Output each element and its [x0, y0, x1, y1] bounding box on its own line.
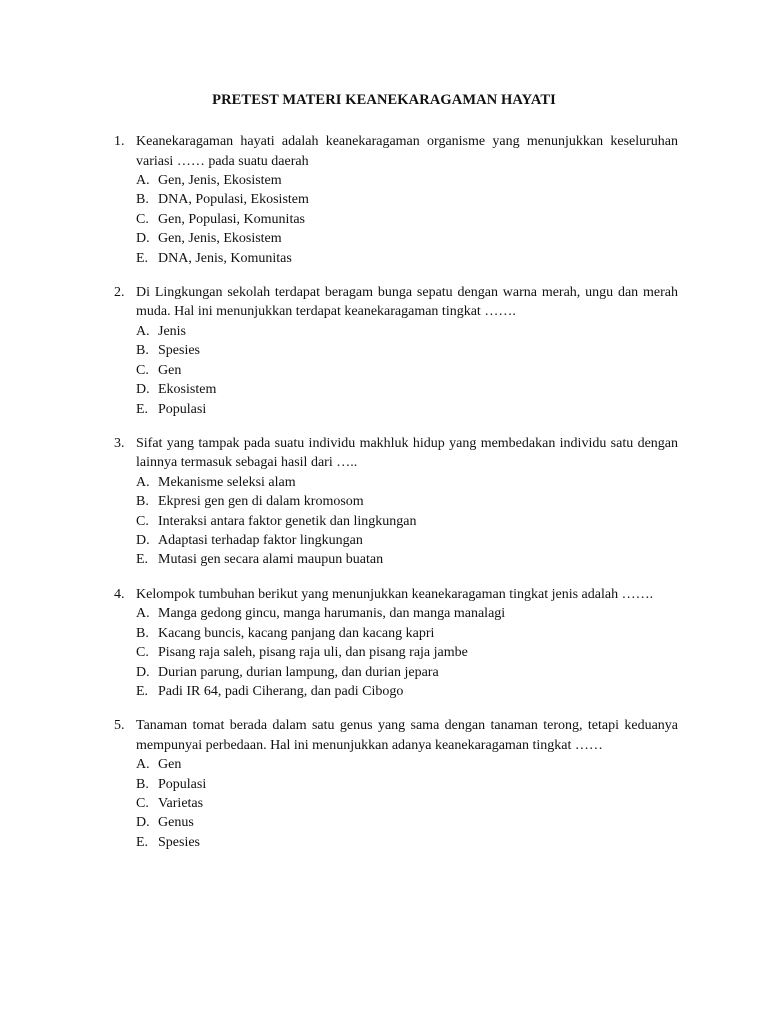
option-text: Ekosistem	[158, 382, 217, 398]
option-c	[136, 512, 678, 531]
question-number: 4.	[114, 586, 125, 602]
option-text: Gen	[158, 757, 182, 773]
option-e	[136, 249, 678, 268]
option-list	[136, 322, 678, 419]
question-3	[114, 434, 678, 570]
option-letter: D.	[136, 664, 150, 680]
option-list	[136, 171, 678, 268]
option-letter: D.	[136, 382, 150, 398]
question-1	[114, 132, 678, 268]
question-2	[114, 283, 678, 419]
question-number: 2.	[114, 284, 125, 300]
question-number: 5.	[114, 718, 125, 734]
option-b	[136, 624, 678, 643]
option-c	[136, 210, 678, 229]
option-letter: E.	[136, 552, 149, 568]
option-c	[136, 643, 678, 662]
option-letter: A.	[136, 606, 150, 622]
question-text: Kelompok tumbuhan berikut yang menunjukkan keanekaragaman tingkat jenis adalah …….	[136, 586, 654, 602]
option-list	[136, 604, 678, 701]
option-text: Durian parung, durian lampung, dan durian jepara	[158, 664, 439, 680]
option-text: DNA, Populasi, Ekosistem	[158, 192, 309, 208]
option-text: Spesies	[158, 343, 200, 359]
option-b	[136, 341, 678, 360]
option-text: Genus	[158, 815, 194, 831]
question-text: Sifat yang tampak pada suatu individu makhluk hidup yang membedakan individu satu dengan lainnya termasuk sebagai hasil dari …..	[136, 435, 678, 471]
option-e	[136, 682, 678, 701]
option-letter: A.	[136, 323, 150, 339]
option-text: Pisang raja saleh, pisang raja uli, dan pisang raja jambe	[158, 645, 468, 661]
option-text: Kacang buncis, kacang panjang dan kacang kapri	[158, 625, 435, 641]
option-letter: E.	[136, 401, 149, 417]
option-letter: D.	[136, 533, 150, 549]
option-list	[136, 755, 678, 852]
option-text: Ekpresi gen gen di dalam kromosom	[158, 494, 364, 510]
option-text: Gen	[158, 362, 182, 378]
option-a	[136, 473, 678, 492]
question-text: Keanekaragaman hayati adalah keanekaragaman organisme yang menunjukkan keseluruhan variasi …… pada suatu daerah	[136, 134, 678, 169]
option-text: Jenis	[158, 323, 186, 339]
option-text: Populasi	[158, 401, 207, 417]
option-b	[136, 775, 678, 794]
option-letter: B.	[136, 776, 149, 792]
option-d	[136, 531, 678, 550]
option-text: Manga gedong gincu, manga harumanis, dan manga manalagi	[158, 606, 506, 622]
option-text: Varietas	[158, 796, 204, 812]
option-c	[136, 361, 678, 380]
option-text: Mutasi gen secara alami maupun buatan	[158, 552, 384, 568]
question-4	[114, 585, 678, 701]
option-e	[136, 400, 678, 419]
option-letter: A.	[136, 757, 150, 773]
option-b	[136, 190, 678, 209]
option-letter: A.	[136, 474, 150, 490]
option-text: Adaptasi terhadap faktor lingkungan	[158, 533, 363, 549]
option-letter: C.	[136, 362, 149, 378]
question-text: Di Lingkungan sekolah terdapat beragam bunga sepatu dengan warna merah, ungu dan merah muda. Hal ini menunjukkan terdapat keanekaragaman tingkat …….	[136, 284, 678, 320]
option-d	[136, 229, 678, 248]
option-text: Mekanisme seleksi alam	[158, 474, 296, 490]
option-text: Interaksi antara faktor genetik dan lingkungan	[158, 513, 417, 529]
option-d	[136, 813, 678, 832]
option-letter: C.	[136, 513, 149, 529]
option-d	[136, 380, 678, 399]
option-a	[136, 322, 678, 341]
option-list	[136, 473, 678, 570]
option-e	[136, 550, 678, 569]
option-letter: D.	[136, 815, 150, 831]
option-letter: C.	[136, 211, 149, 227]
option-letter: E.	[136, 250, 149, 266]
question-number: 1.	[114, 134, 125, 149]
option-e	[136, 833, 678, 852]
option-a	[136, 604, 678, 623]
question-5	[114, 716, 678, 852]
option-letter: D.	[136, 231, 150, 247]
option-letter: B.	[136, 343, 149, 359]
option-letter: E.	[136, 683, 149, 699]
option-c	[136, 794, 678, 813]
option-letter: C.	[136, 796, 149, 812]
option-letter: A.	[136, 173, 150, 188]
option-letter: B.	[136, 494, 149, 510]
document-title: PRETEST MATERI KEANEKARAGAMAN HAYATI	[212, 92, 556, 108]
option-d	[136, 663, 678, 682]
option-text: DNA, Jenis, Komunitas	[158, 250, 292, 266]
option-text: Populasi	[158, 776, 207, 792]
option-text: Padi IR 64, padi Ciherang, dan padi Cibogo	[158, 683, 404, 699]
question-number: 3.	[114, 435, 125, 451]
option-text: Spesies	[158, 834, 200, 850]
question-list	[114, 132, 678, 867]
option-text: Gen, Populasi, Komunitas	[158, 211, 305, 227]
option-text: Gen, Jenis, Ekosistem	[158, 173, 282, 188]
option-letter: B.	[136, 192, 149, 208]
option-letter: E.	[136, 834, 149, 850]
option-text: Gen, Jenis, Ekosistem	[158, 231, 282, 247]
option-letter: B.	[136, 625, 149, 641]
option-letter: C.	[136, 645, 149, 661]
question-text: Tanaman tomat berada dalam satu genus yang sama dengan tanaman terong, tetapi keduanya mempunyai perbedaan. Hal ini menunjukkan adanya keanekaragaman tingkat ……	[136, 718, 678, 753]
option-b	[136, 492, 678, 511]
option-a	[136, 171, 678, 190]
option-a	[136, 755, 678, 774]
